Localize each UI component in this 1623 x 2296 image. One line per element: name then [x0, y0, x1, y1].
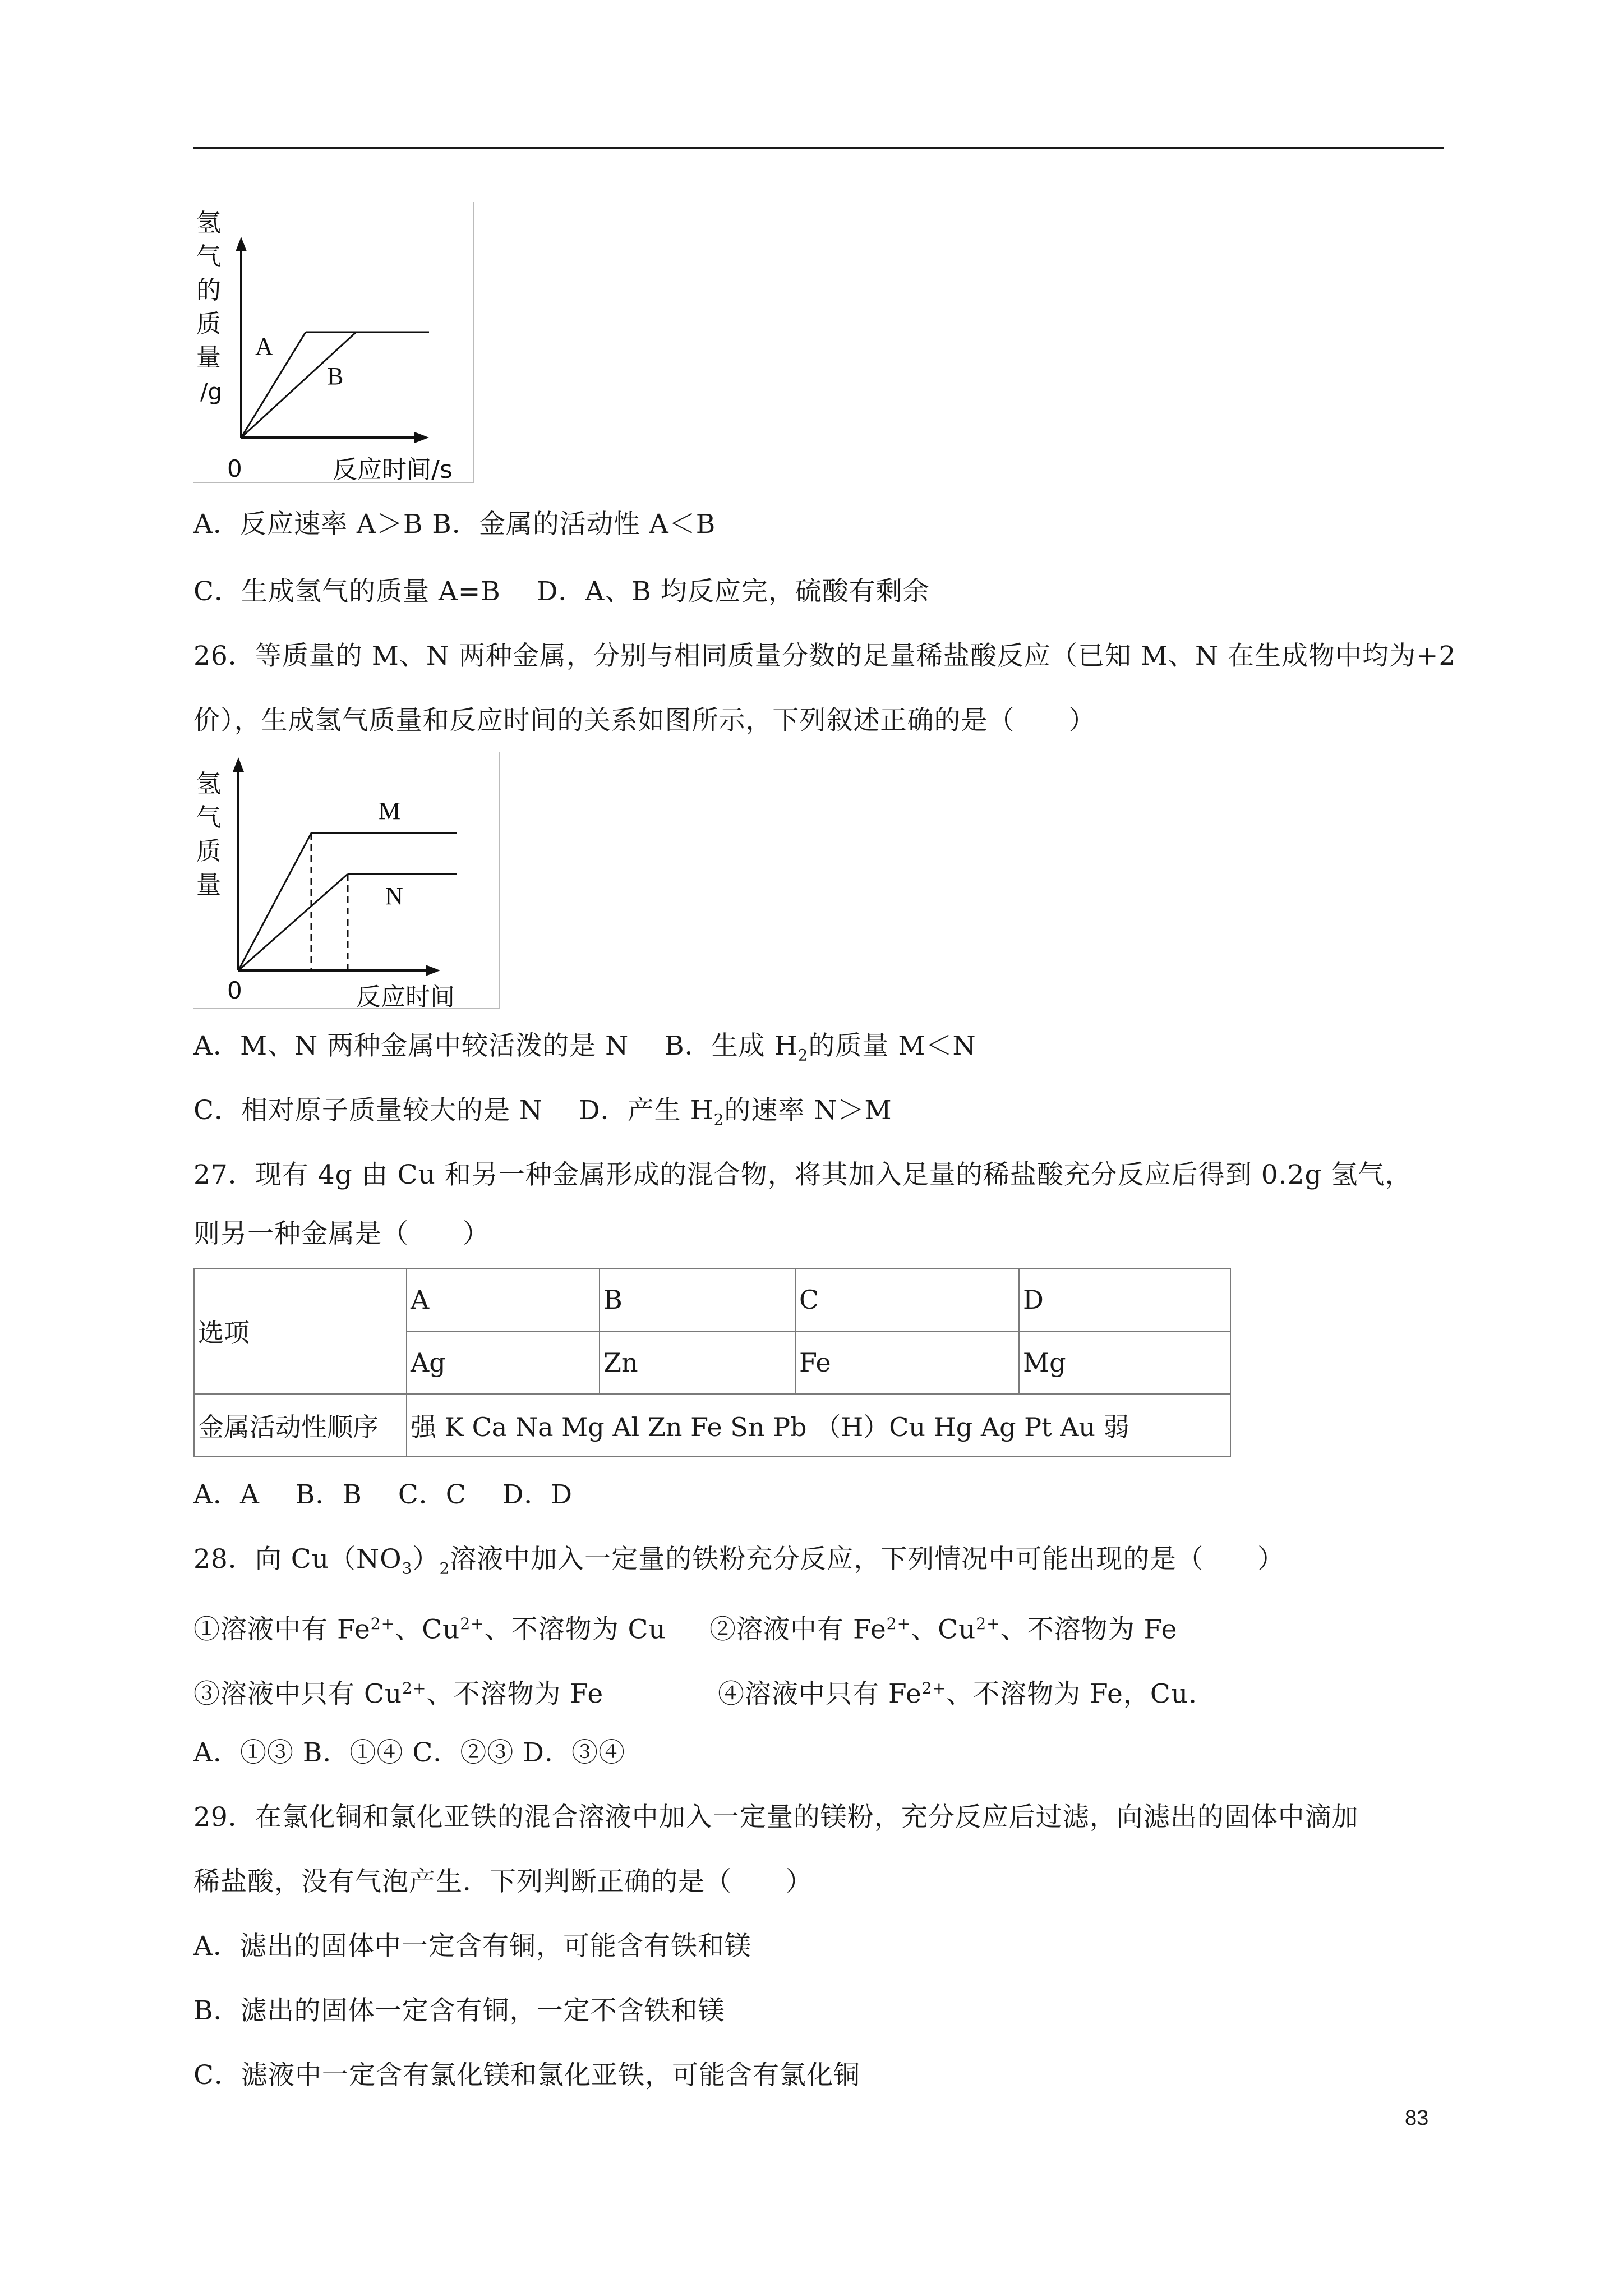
- table-cell-metal: Mg: [1019, 1331, 1230, 1394]
- q28-stem: [193, 1543, 1284, 1585]
- q27-options-table: [193, 1268, 1231, 1457]
- q28-s4-sup: 2+: [921, 1679, 947, 1697]
- figure-q26-graph: [193, 752, 508, 1015]
- fig1-ylabel-char: 质: [196, 310, 221, 338]
- fig2-ylabel-char: 量: [196, 871, 221, 899]
- q28-statement-3: [193, 1672, 603, 1711]
- q28-stem-part: 溶液中加入一定量的铁粉充分反应，下列情况中可能出现的是（ ）: [450, 1544, 1285, 1575]
- q28-s1-part: 、不溶物为 Cu: [484, 1614, 666, 1645]
- q25-options-ab: A．反应速率 A＞B B．金属的活动性 A＜B: [193, 509, 716, 540]
- q26-options-ab: [193, 1029, 976, 1072]
- fig2-ylabel-char: 氢: [196, 770, 221, 798]
- q28-s4-part: ④溶液中只有 Fe: [718, 1678, 922, 1710]
- fig1-ylabel-char: 气: [196, 242, 221, 271]
- q28-s2-sup: 2+: [886, 1614, 911, 1633]
- q26-stem-line1: 26．等质量的 M、N 两种金属，分别与相同质量分数的足量稀盐酸反应（已知 M、N 在生成物中均为+2: [193, 641, 1456, 671]
- table-cell-letter: A: [407, 1268, 600, 1331]
- q28-statement-4: [718, 1672, 1197, 1711]
- fig2-curve-n-label: N: [385, 882, 403, 910]
- q29-option-b: B．滤出的固体一定含有铜，一定不含铁和镁: [193, 1995, 725, 2026]
- q28-s2-part: ②溶液中有 Fe: [709, 1614, 887, 1645]
- q27-stem-line1: 27．现有 4g 由 Cu 和另一种金属形成的混合物，将其加入足量的稀盐酸充分反应后得到 0.2g 氢气，: [193, 1159, 1412, 1190]
- table-cell-letter: B: [600, 1268, 795, 1331]
- q28-stem-sub: 2: [439, 1559, 450, 1578]
- q29-stem-line2: 稀盐酸，没有气泡产生．下列判断正确的是（ ）: [193, 1866, 813, 1897]
- q28-s1-sup: 2+: [370, 1614, 395, 1633]
- fig1-curve-a-label: A: [255, 333, 273, 360]
- q28-s2-sup: 2+: [976, 1614, 1000, 1633]
- q29-stem-line1: 29．在氯化铜和氯化亚铁的混合溶液中加入一定量的镁粉，充分反应后过滤，向滤出的固体中滴加: [193, 1802, 1359, 1833]
- q28-s3-part: 、不溶物为 Fe: [426, 1678, 604, 1710]
- q28-stem-part: ）: [412, 1544, 440, 1575]
- q28-s3-sup: 2+: [402, 1679, 427, 1697]
- fig1-ylabel-char: 量: [196, 343, 221, 372]
- q28-statement-1: [193, 1607, 666, 1647]
- q29-option-c: C．滤液中一定含有氯化镁和氯化亚铁，可能含有氯化铜: [193, 2060, 860, 2091]
- fig1-origin: 0: [227, 455, 242, 482]
- header-rule: [193, 147, 1444, 149]
- fig2-origin: 0: [227, 977, 242, 1004]
- q28-s1-sup: 2+: [460, 1614, 485, 1633]
- q26-opt-c: C．相对原子质量较大的是 N D．产生 H: [193, 1095, 714, 1126]
- q26-stem-line2: 价），生成氢气质量和反应时间的关系如图所示，下列叙述正确的是（ ）: [193, 705, 1096, 736]
- fig2-xlabel: 反应时间: [356, 983, 455, 1011]
- fig1-ylabel-char: 氢: [196, 209, 221, 237]
- q28-s4-part: 、不溶物为 Fe，Cu.: [946, 1678, 1198, 1710]
- table-cell-letter: D: [1019, 1268, 1230, 1331]
- q28-stem-sub: 3: [402, 1559, 413, 1578]
- table-cell-metal: Zn: [600, 1331, 795, 1394]
- q28-stem-part: 28．向 Cu（NO: [193, 1544, 402, 1575]
- figure-q25-graph: [193, 202, 485, 494]
- q28-options: A．①③ B．①④ C．②③ D．③④: [193, 1737, 625, 1768]
- fig2-ylabel-char: 质: [196, 837, 221, 866]
- table-cell-series: 强 K Ca Na Mg Al Zn Fe Sn Pb （H）Cu Hg Ag Pt Au 弱: [407, 1394, 1230, 1457]
- page-number: 83: [1405, 2106, 1429, 2130]
- fig2-curve-m-label: M: [379, 797, 401, 825]
- q25-options-cd: C．生成氢气的质量 A=B D．A、B 均反应完，硫酸有剩余: [193, 576, 930, 607]
- fig1-ylabel-char: 的: [196, 276, 221, 305]
- table-cell-metal: Fe: [795, 1331, 1019, 1394]
- q26-opt-a-tail: 的质量 M＜N: [808, 1030, 976, 1061]
- fig1-curve-b-label: B: [327, 362, 344, 390]
- q26-options-cd: [193, 1094, 892, 1137]
- q28-s3-part: ③溶液中只有 Cu: [193, 1678, 403, 1710]
- fig1-ylabel-char: /g: [200, 379, 222, 405]
- q29-option-a: A．滤出的固体中一定含有铜，可能含有铁和镁: [193, 1931, 751, 1962]
- q27-stem-line2: 则另一种金属是（ ）: [193, 1218, 490, 1249]
- table-row-label: 金属活动性顺序: [194, 1394, 407, 1457]
- fig1-xlabel: 反应时间/s: [333, 455, 453, 484]
- q28-s2-part: 、不溶物为 Fe: [1000, 1614, 1178, 1645]
- table-cell-letter: C: [795, 1268, 1019, 1331]
- q26-opt-a-sub: 2: [797, 1046, 809, 1065]
- q28-s1-part: ①溶液中有 Fe: [193, 1614, 371, 1645]
- q27-options: A．A B．B C．C D．D: [193, 1479, 573, 1510]
- table-cell-metal: Ag: [407, 1331, 600, 1394]
- q28-s1-part: 、Cu: [395, 1614, 460, 1645]
- q28-statement-2: [709, 1607, 1177, 1647]
- q28-s2-part: 、Cu: [911, 1614, 976, 1645]
- q26-opt-c-tail: 的速率 N＞M: [724, 1095, 892, 1126]
- table-row-label: 选项: [194, 1268, 407, 1394]
- q26-opt-c-sub: 2: [713, 1110, 725, 1129]
- q26-opt-a: A．M、N 两种金属中较活泼的是 N B．生成 H: [193, 1030, 798, 1061]
- fig2-ylabel-char: 气: [196, 803, 221, 832]
